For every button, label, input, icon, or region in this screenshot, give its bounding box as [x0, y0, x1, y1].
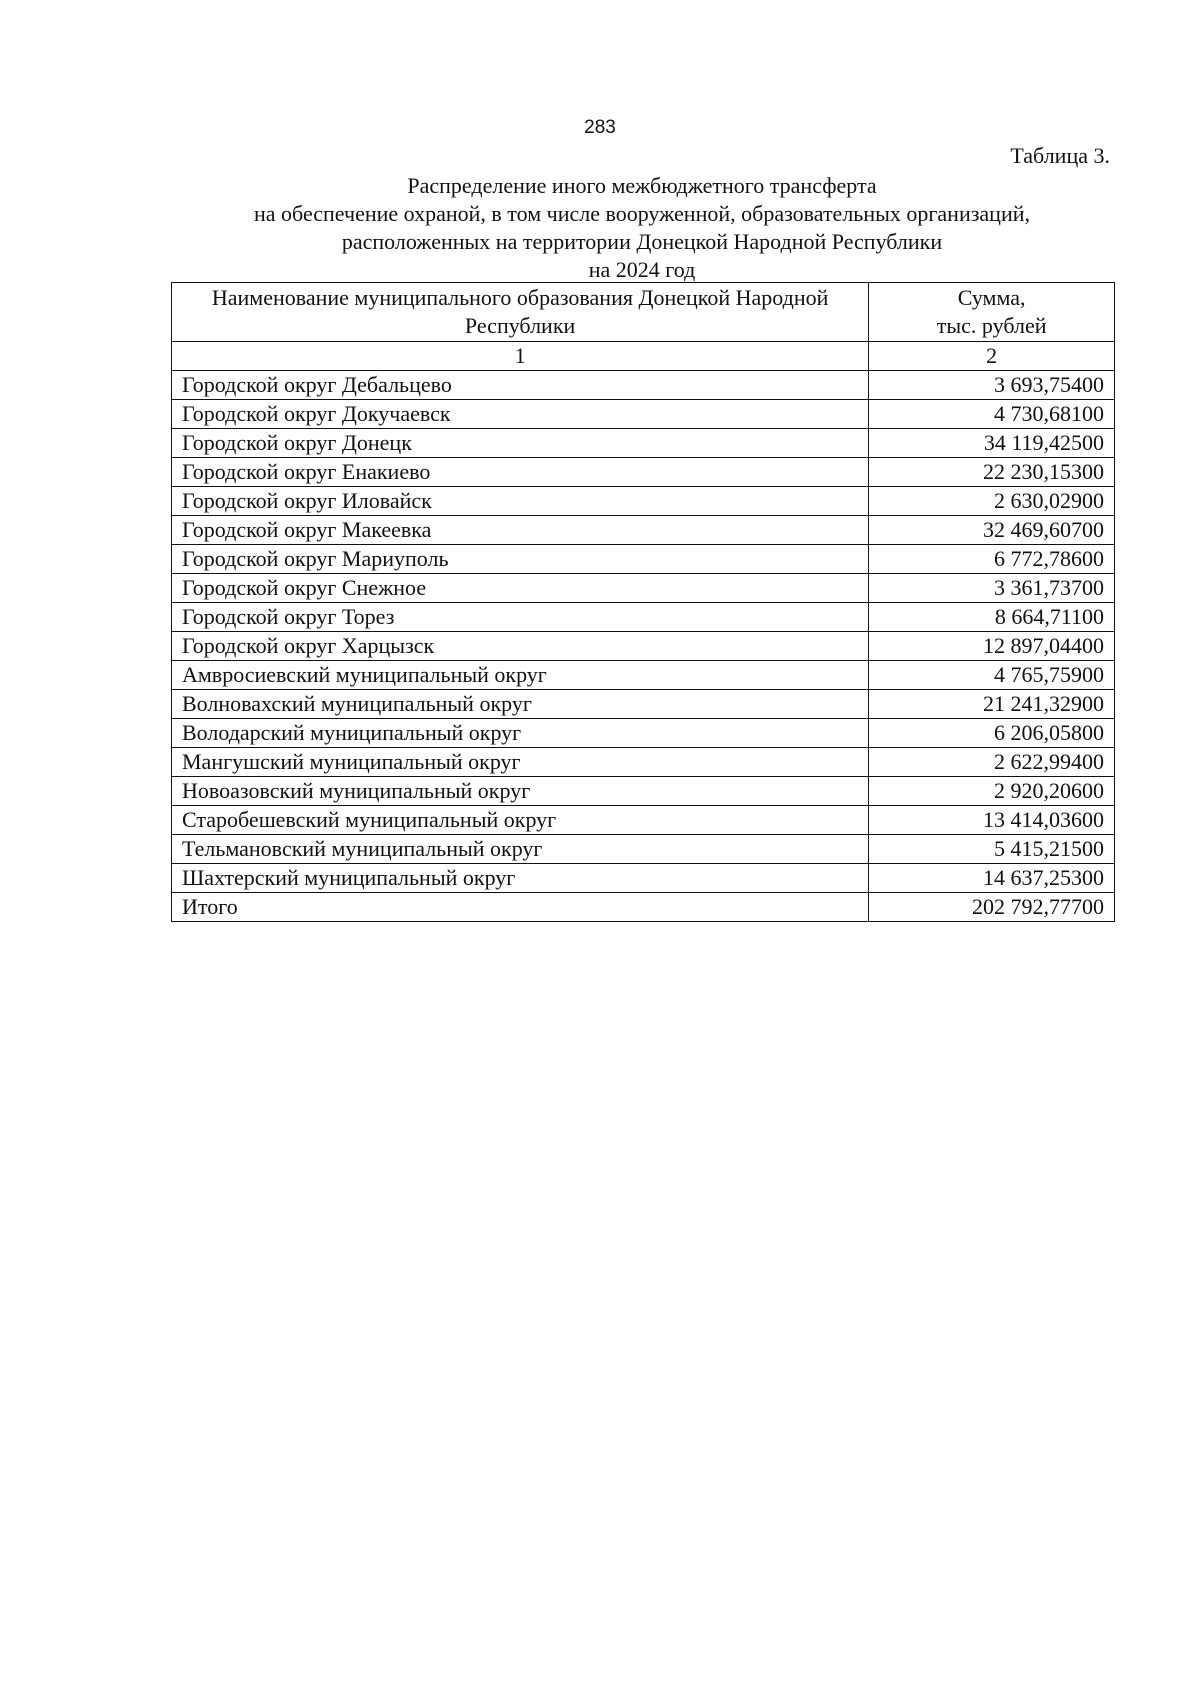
- table-row: [172, 777, 1115, 806]
- page-number: 283: [584, 117, 616, 138]
- total-amount-cell: 202 792,77700: [869, 893, 1115, 922]
- amount-cell: 2 622,99400: [869, 748, 1115, 777]
- table-row: [172, 603, 1115, 632]
- amount-cell: 13 414,03600: [869, 806, 1115, 835]
- municipality-name-cell: Амвросиевский муниципальный округ: [172, 661, 869, 690]
- amount-cell: 3 693,75400: [869, 371, 1115, 400]
- municipality-name-cell: Старобешевский муниципальный округ: [172, 806, 869, 835]
- total-label-cell: Итого: [172, 893, 869, 922]
- municipality-name-cell: Шахтерский муниципальный округ: [172, 864, 869, 893]
- header-sum-cell: [869, 283, 1115, 342]
- total-row: [172, 893, 1115, 922]
- municipality-name-cell: Городской округ Снежное: [172, 574, 869, 603]
- municipality-name-cell: Городской округ Торез: [172, 603, 869, 632]
- table-row: [172, 545, 1115, 574]
- municipality-name-cell: Володарский муниципальный округ: [172, 719, 869, 748]
- column-number-row: [172, 342, 1115, 371]
- amount-cell: 6 206,05800: [869, 719, 1115, 748]
- table-row: [172, 690, 1115, 719]
- amount-cell: 22 230,15300: [869, 458, 1115, 487]
- header-name-cell: [172, 283, 869, 342]
- municipality-name-cell: Городской округ Иловайск: [172, 487, 869, 516]
- table-label: Таблица 3.: [1010, 143, 1110, 168]
- title-line: на 2024 год: [588, 257, 696, 282]
- table-row: [172, 458, 1115, 487]
- amount-cell: 8 664,71100: [869, 603, 1115, 632]
- municipality-name-cell: Мангушский муниципальный округ: [172, 748, 869, 777]
- table-row: [172, 371, 1115, 400]
- amount-cell: 4 765,75900: [869, 661, 1115, 690]
- municipality-name-cell: Городской округ Мариуполь: [172, 545, 869, 574]
- amount-cell: 5 415,21500: [869, 835, 1115, 864]
- title-line: Распределение иного межбюджетного трансферта: [407, 173, 877, 198]
- municipality-name-cell: Новоазовский муниципальный округ: [172, 777, 869, 806]
- municipality-name-cell: Городской округ Харцызск: [172, 632, 869, 661]
- amount-cell: 14 637,25300: [869, 864, 1115, 893]
- municipality-name-cell: Городской округ Докучаевск: [172, 400, 869, 429]
- municipality-name-cell: Городской округ Макеевка: [172, 516, 869, 545]
- amount-cell: 2 630,02900: [869, 487, 1115, 516]
- amount-cell: 6 772,78600: [869, 545, 1115, 574]
- column-number-cell: 2: [869, 342, 1115, 371]
- municipality-name-cell: Городской округ Донецк: [172, 429, 869, 458]
- table-row: [172, 835, 1115, 864]
- amount-cell: 12 897,04400: [869, 632, 1115, 661]
- table-row: [172, 719, 1115, 748]
- amount-cell: 4 730,68100: [869, 400, 1115, 429]
- table-header-row: [172, 283, 1115, 342]
- amount-cell: 32 469,60700: [869, 516, 1115, 545]
- title-line: расположенных на территории Донецкой Народной Республики: [341, 229, 943, 254]
- table-row: [172, 487, 1115, 516]
- amount-cell: 2 920,20600: [869, 777, 1115, 806]
- amount-cell: 34 119,42500: [869, 429, 1115, 458]
- municipality-name-cell: Городской округ Енакиево: [172, 458, 869, 487]
- header-sum-line: тыс. рублей: [936, 313, 1047, 338]
- table-row: [172, 574, 1115, 603]
- table-row: [172, 661, 1115, 690]
- column-number-cell: 1: [172, 342, 869, 371]
- table-row: [172, 516, 1115, 545]
- table-row: [172, 806, 1115, 835]
- title-line: на обеспечение охраной, в том числе вооруженной, образовательных организаций,: [254, 201, 1030, 226]
- amount-cell: 21 241,32900: [869, 690, 1115, 719]
- table-row: [172, 429, 1115, 458]
- municipality-name-cell: Тельмановский муниципальный округ: [172, 835, 869, 864]
- table-row: [172, 400, 1115, 429]
- municipality-name-cell: Городской округ Дебальцево: [172, 371, 869, 400]
- table-row: [172, 864, 1115, 893]
- table-row: [172, 632, 1115, 661]
- header-name-line: Наименование муниципального образования Донецкой Народной: [211, 285, 829, 310]
- distribution-table: [171, 282, 1115, 922]
- table-row: [172, 748, 1115, 777]
- document-title: [170, 172, 1114, 284]
- amount-cell: 3 361,73700: [869, 574, 1115, 603]
- header-name-line: Республики: [464, 313, 576, 338]
- header-sum-line: Сумма,: [957, 285, 1026, 310]
- municipality-name-cell: Волновахский муниципальный округ: [172, 690, 869, 719]
